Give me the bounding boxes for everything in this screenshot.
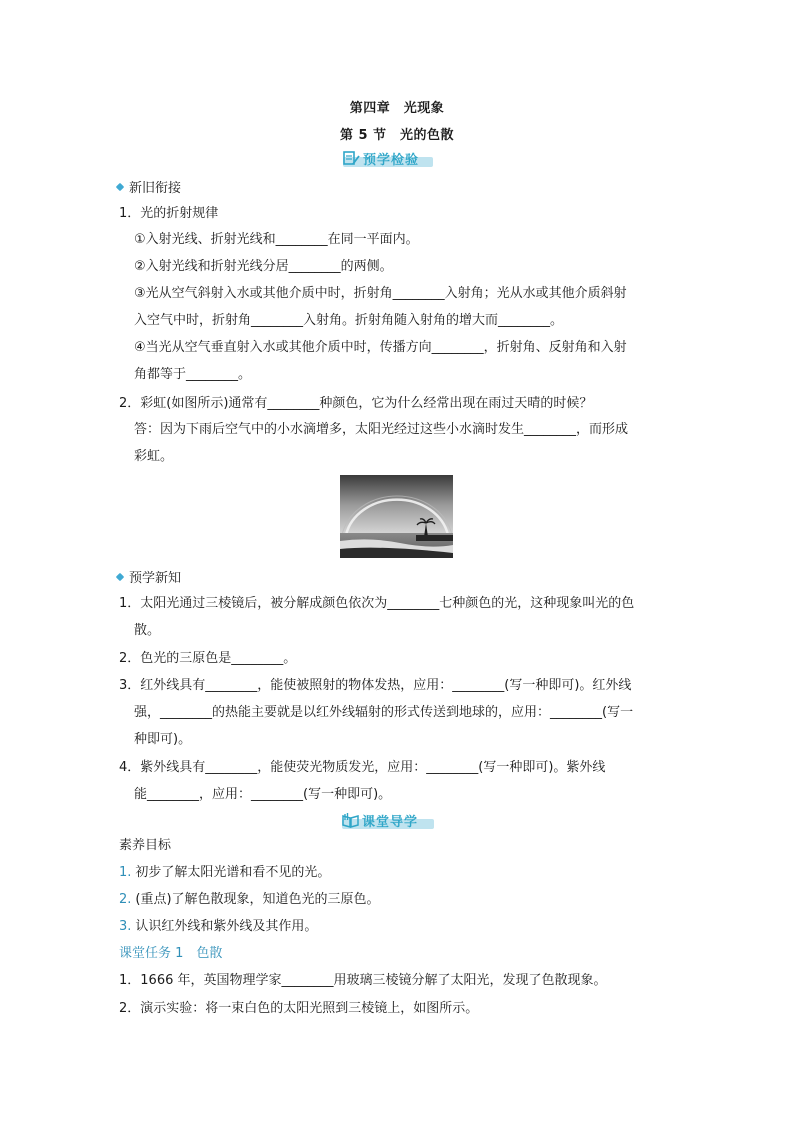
diamond-bullet-icon	[116, 182, 124, 190]
open-book-icon	[342, 812, 359, 828]
goal-item: 2. (重点)了解色散现象，知道色光的三原色。	[119, 892, 380, 907]
goals-heading: 素养目标	[119, 838, 172, 853]
text-line: 能________，应用：________(写一种即可)。	[134, 787, 392, 802]
text-line: 2．演示实验：将一束白色的太阳光照到三棱镜上，如图所示。	[119, 1001, 479, 1016]
text-line: ①入射光线、折射光线和________在同一平面内。	[134, 232, 419, 247]
text-line: 种即可)。	[134, 732, 192, 747]
text-line: ④当光从空气垂直射入水或其他介质中时，传播方向________，折射角、反射角和入射	[134, 340, 627, 355]
book-pen-icon	[343, 150, 360, 166]
text-line: 彩虹。	[134, 449, 174, 464]
text-line: 2．色光的三原色是________。	[119, 651, 297, 666]
text-line: 1．1666 年，英国物理学家________用玻璃三棱镜分解了太阳光，发现了色散现象。	[119, 973, 607, 988]
text-line: ③光从空气斜射入水或其他介质中时，折射角________入射角；光从水或其他介质斜射	[134, 286, 627, 301]
text-line: 1．太阳光通过三棱镜后，被分解成颜色依次为________七种颜色的光，这种现象叫光的色	[119, 596, 635, 611]
diamond-bullet-icon	[116, 572, 124, 580]
text-line: 4．紫外线具有________，能使荧光物质发光，应用：________(写一种即可)。紫外线	[119, 760, 606, 775]
preview-banner-label: 预学检验	[363, 152, 420, 168]
text-line: 散。	[134, 623, 161, 638]
class-banner	[342, 810, 434, 830]
task1-heading: 课堂任务 1 色散	[119, 946, 223, 961]
class-banner-label: 课堂导学	[362, 814, 419, 830]
goal-item: 1. 初步了解太阳光谱和看不见的光。	[119, 865, 331, 880]
text-line: 入空气中时，折射角________入射角。折射角随入射角的增大而________。	[134, 313, 564, 328]
rainbow-photo	[340, 475, 453, 558]
goal-item: 3. 认识红外线和紫外线及其作用。	[119, 919, 318, 934]
text-line: ②入射光线和折射光线分居________的两侧。	[134, 259, 393, 274]
new-knowledge-heading: 预学新知	[117, 567, 181, 586]
text-line: 2．彩虹(如图所示)通常有________种颜色，它为什么经常出现在雨过天晴的时候？	[119, 396, 593, 411]
text-line: 角都等于________。	[134, 367, 252, 382]
preview-banner	[343, 148, 433, 168]
text-line: 强，________的热能主要就是以红外线辐射的形式传送到地球的，应用：________(写一	[134, 705, 634, 720]
text-line: 1．光的折射规律	[119, 206, 219, 221]
chapter-title: 第四章 光现象	[349, 101, 445, 116]
text-line: 3．红外线具有________，能使被照射的物体发热，应用：________(写一种即可)。红外线	[119, 678, 632, 693]
bridge-heading: 新旧衔接	[117, 177, 181, 196]
section-title: 第 5 节 光的色散	[339, 128, 455, 143]
text-line: 答：因为下雨后空气中的小水滴增多，太阳光经过这些小水滴时发生________，而形成	[134, 422, 629, 437]
